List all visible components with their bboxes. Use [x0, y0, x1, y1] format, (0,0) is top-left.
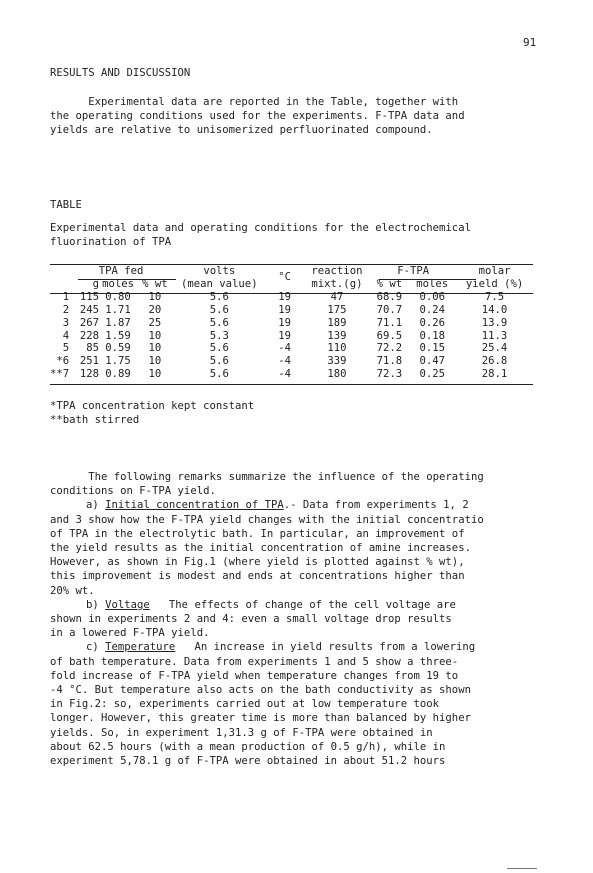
- section-heading: RESULTS AND DISCUSSION: [50, 67, 191, 79]
- cell-moles: 1.59: [105, 329, 131, 342]
- row-no: 2: [62, 303, 70, 316]
- header-moles: moles: [102, 277, 134, 290]
- cell-temp: -4: [278, 368, 291, 381]
- remark-b-label: Voltage: [105, 598, 150, 611]
- cell-yield: 25.4: [481, 342, 508, 355]
- table-row: [50, 368, 533, 381]
- table-caption: [50, 221, 550, 249]
- cell-f-moles: 0.25: [419, 368, 445, 381]
- body-line: of TPA in the electrolytic bath. In particular, an improvement of: [50, 527, 465, 540]
- row-no: 3: [62, 316, 70, 329]
- data-table: [50, 265, 533, 381]
- cell-temp: 19: [278, 290, 291, 303]
- cell-volts: 5.3: [209, 329, 229, 342]
- remark-c-text: An increase in yield results from a lowering: [175, 641, 476, 654]
- body-line: The following remarks summarize the influence of the operating: [50, 471, 484, 483]
- remark-b-text: The effects of change of the cell voltage are: [149, 598, 456, 611]
- body-line: -4 °C. But temperature also acts on the bath conductivity as shown: [50, 684, 471, 697]
- row-no: *6: [56, 355, 70, 368]
- body-line: about 62.5 hours (with a mean production of 0.5 g/h), while in: [50, 740, 446, 753]
- cell-f-moles: 0.24: [419, 303, 445, 316]
- cell-f-moles: 0.06: [419, 290, 445, 303]
- table-row: [50, 342, 533, 355]
- header-f-tpa: F-TPA: [397, 265, 430, 277]
- header-wt: % wt: [142, 277, 168, 290]
- cell-f-wt: 68.9: [376, 290, 403, 303]
- cell-volts: 5.6: [209, 303, 229, 316]
- table-label: TABLE: [50, 199, 82, 211]
- cell-wt: 20: [148, 303, 162, 316]
- cell-f-wt: 69.5: [376, 329, 403, 342]
- body-line: shown in experiments 2 and 4: even a small voltage drop results: [50, 613, 452, 626]
- row-no: **7: [50, 368, 70, 381]
- remark-c-label: Temperature: [105, 641, 176, 654]
- cell-f-wt: 71.8: [376, 355, 403, 368]
- cell-g: 251: [79, 355, 100, 368]
- cell-g: 267: [79, 316, 100, 329]
- body-line: yields. So, in experiment 1,31.3 g of F-TPA were obtained in: [50, 726, 433, 739]
- cell-wt: 10: [148, 342, 162, 355]
- cell-wt: 10: [148, 355, 162, 368]
- cell-f-wt: 70.7: [376, 303, 403, 316]
- remark-a-text: .- Data from experiments 1, 2: [283, 499, 469, 512]
- body-line: the yield results as the initial concentration of amine increases.: [50, 542, 471, 555]
- body-line: However, as shown in Fig.1 (where yield is plotted against % wt),: [50, 556, 465, 569]
- body-line: in a lowered F-TPA yield.: [50, 627, 210, 640]
- header-yield: yield (%): [465, 277, 524, 290]
- cell-volts: 5.6: [209, 355, 229, 368]
- cell-yield: 13.9: [481, 316, 508, 329]
- table-row: [50, 304, 533, 317]
- cell-wt: 25: [148, 316, 162, 329]
- body-line: 20% wt.: [50, 584, 95, 597]
- row-no: 1: [62, 290, 70, 303]
- intro-line: yields are relative to unisomerized perfluorinated compound.: [50, 124, 433, 137]
- cell-temp: 19: [278, 316, 291, 329]
- footnote-constant-concentration: *TPA concentration kept constant: [50, 400, 255, 412]
- cell-moles: 1.71: [105, 303, 131, 316]
- cell-moles: 1.87: [105, 316, 131, 329]
- cell-g: 228: [79, 329, 100, 342]
- body-line: fold increase of F-TPA yield when temperature changes from 19 to: [50, 669, 459, 682]
- body-line: and 3 show how the F-TPA yield changes with the initial concentratio: [50, 513, 484, 526]
- cell-g: 128: [79, 368, 100, 381]
- cell-yield: 11.3: [481, 329, 508, 342]
- cell-mixt: 139: [327, 329, 347, 342]
- cell-yield: 7.5: [484, 290, 505, 303]
- cell-volts: 5.6: [209, 290, 229, 303]
- header-molar: molar: [478, 265, 511, 277]
- caption-line: fluorination of TPA: [50, 236, 172, 249]
- cell-mixt: 180: [327, 368, 347, 381]
- cell-volts: 5.6: [209, 342, 229, 355]
- table-row: [50, 330, 533, 343]
- cell-volts: 5.6: [209, 316, 229, 329]
- cell-f-moles: 0.26: [419, 316, 445, 329]
- cell-f-moles: 0.47: [419, 355, 445, 368]
- table-row: [50, 355, 533, 368]
- row-no: 4: [62, 329, 70, 342]
- remark-c-heading: c) Temperature An increase in yield results from a lowering: [86, 641, 476, 654]
- intro-paragraph: [50, 95, 550, 138]
- body-line: experiment 5,78.1 g of F-TPA were obtained in about 51.2 hours: [50, 755, 446, 768]
- cell-wt: 10: [148, 290, 162, 303]
- header-reaction: reaction: [311, 265, 363, 277]
- cell-moles: 0.89: [105, 368, 131, 381]
- table-footnotes: [50, 399, 254, 427]
- body-line: this improvement is modest and ends at concentrations higher than: [50, 570, 465, 583]
- cell-mixt: 47: [330, 290, 344, 303]
- cell-temp: -4: [278, 355, 291, 368]
- cell-g: 115: [79, 290, 100, 303]
- header-f-wt: % wt: [376, 277, 403, 290]
- table-row: [50, 291, 533, 304]
- header-mixt: mixt.(g): [311, 277, 363, 290]
- header-f-moles: moles: [416, 277, 449, 290]
- header-mean-value: (mean value): [181, 277, 258, 290]
- cell-temp: 19: [278, 303, 291, 316]
- cell-wt: 10: [148, 329, 162, 342]
- caption-line: Experimental data and operating conditions for the electrochemical: [50, 222, 471, 234]
- header-g: g: [92, 277, 100, 290]
- cell-mixt: 339: [327, 355, 347, 368]
- header-volts: volts: [203, 265, 236, 277]
- cell-volts: 5.6: [209, 368, 229, 381]
- cell-yield: 28.1: [481, 368, 508, 381]
- body-line: in Fig.2: so, experiments carried out at low temperature took: [50, 698, 440, 711]
- body-line: conditions on F-TPA yield.: [50, 485, 216, 498]
- remark-b-heading: b) Voltage The effects of change of the cell voltage are: [86, 598, 456, 611]
- cell-f-wt: 71.1: [376, 316, 403, 329]
- cell-wt: 10: [148, 368, 162, 381]
- remark-a-heading: a) Initial concentration of TPA.- Data from experiments 1, 2: [86, 499, 469, 512]
- table-row: [50, 317, 533, 330]
- page-number: 91: [523, 36, 537, 49]
- cell-moles: 1.75: [105, 355, 131, 368]
- cell-moles: 0.59: [105, 342, 131, 355]
- body-line: longer. However, this greater time is more than balanced by higher: [50, 712, 471, 725]
- cell-f-wt: 72.2: [376, 342, 403, 355]
- table-bottom-rule: [50, 384, 533, 385]
- cell-yield: 14.0: [481, 303, 508, 316]
- cell-yield: 26.8: [481, 355, 508, 368]
- cell-temp: -4: [278, 342, 291, 355]
- body-line: of bath temperature. Data from experiments 1 and 5 show a three-: [50, 655, 459, 668]
- cell-moles: 0.80: [105, 290, 131, 303]
- cell-temp: 19: [278, 329, 291, 342]
- table-header-row-1: [50, 265, 533, 278]
- cell-mixt: 189: [327, 316, 347, 329]
- cell-f-wt: 72.3: [376, 368, 403, 381]
- row-no: 5: [62, 342, 70, 355]
- cell-f-moles: 0.15: [419, 342, 445, 355]
- cell-mixt: 110: [327, 342, 347, 355]
- intro-line: Experimental data are reported in the Table, together with: [50, 96, 459, 108]
- intro-line: the operating conditions used for the experiments. F-TPA data and: [50, 110, 465, 123]
- cell-mixt: 175: [327, 303, 347, 316]
- page-corner-mark: [507, 868, 537, 869]
- footnote-bath-stirred: **bath stirred: [50, 414, 140, 427]
- discussion-text: [50, 470, 550, 768]
- cell-f-moles: 0.18: [419, 329, 445, 342]
- cell-g: 245: [79, 303, 100, 316]
- header-tpa-fed: TPA fed: [98, 265, 144, 277]
- header-temperature: °C: [278, 271, 291, 284]
- cell-g: 85: [86, 342, 100, 355]
- remark-a-label: Initial concentration of TPA: [105, 499, 284, 512]
